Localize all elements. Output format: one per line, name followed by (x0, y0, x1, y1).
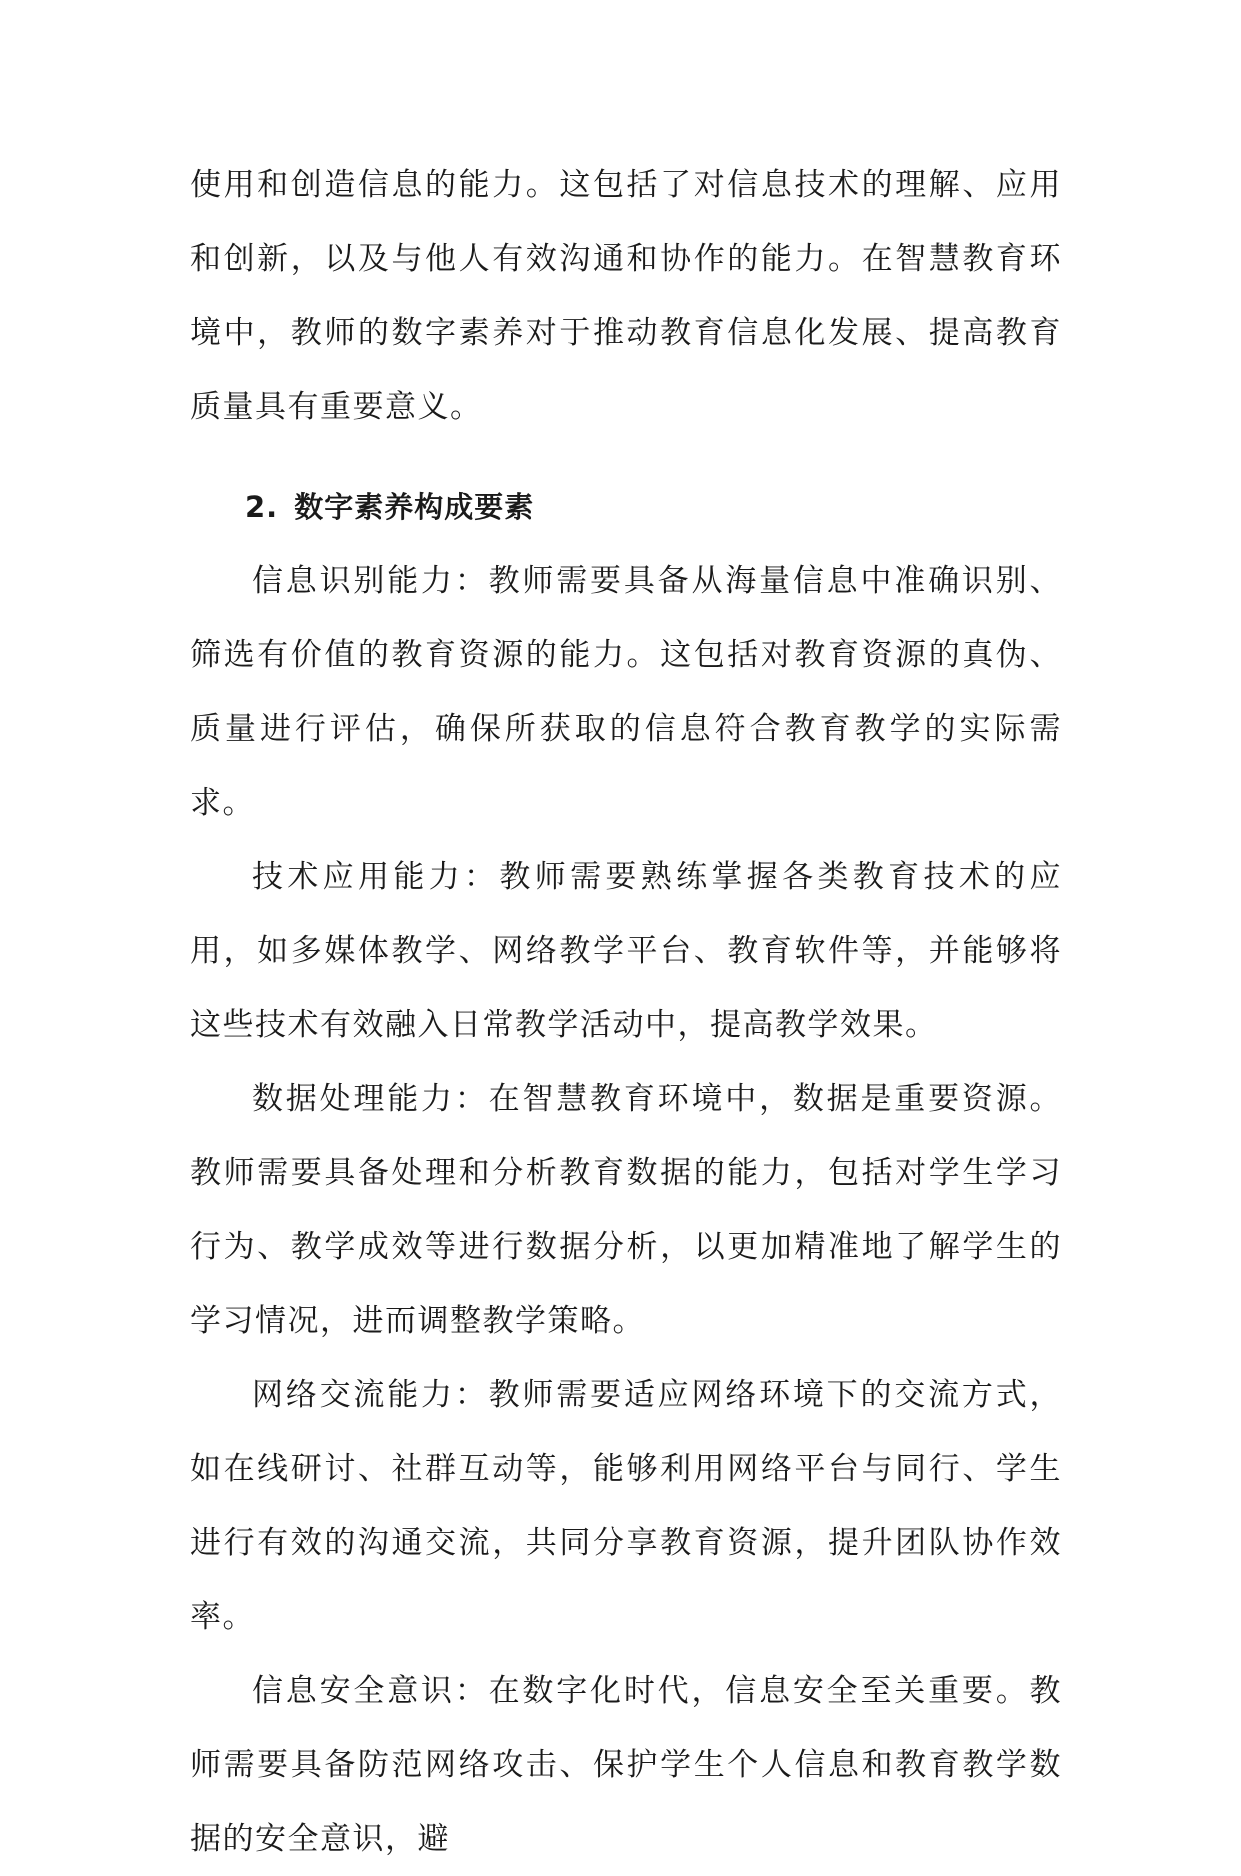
section-heading (190, 470, 1062, 544)
section-title: 数字素养构成要素 (294, 490, 535, 524)
paragraph-intro-continued: 使用和创造信息的能力。这包括了对信息技术的理解、应用和创新，以及与他人有效沟通和协作的能力。在智慧教育环境中，教师的数字素养对于推动教育信息化发展、提高教育质量具有重要意义。 (190, 167, 1062, 425)
paragraph-network-communication: 网络交流能力：教师需要适应网络环境下的交流方式，如在线研讨、社群互动等，能够利用网络平台与同行、学生进行有效的沟通交流，共同分享教育资源，提升团队协作效率。 (190, 1377, 1062, 1635)
paragraph-data-processing: 数据处理能力：在智慧教育环境中，数据是重要资源。教师需要具备处理和分析教育数据的能力，包括对学生学习行为、教学成效等进行数据分析，以更加精准地了解学生的学习情况，进而调整教学策略。 (190, 1081, 1062, 1339)
section-number: 2. (245, 490, 279, 524)
document-page (190, 148, 1062, 1876)
paragraph-technology-application: 技术应用能力：教师需要熟练掌握各类教育技术的应用，如多媒体教学、网络教学平台、教育软件等，并能够将这些技术有效融入日常教学活动中，提高教学效果。 (190, 859, 1062, 1043)
paragraph-information-security: 信息安全意识：在数字化时代，信息安全至关重要。教师需要具备防范网络攻击、保护学生个人信息和教育教学数据的安全意识，避 (190, 1673, 1062, 1857)
paragraph-information-identification: 信息识别能力：教师需要具备从海量信息中准确识别、筛选有价值的教育资源的能力。这包括对教育资源的真伪、质量进行评估，确保所获取的信息符合教育教学的实际需求。 (190, 563, 1062, 821)
